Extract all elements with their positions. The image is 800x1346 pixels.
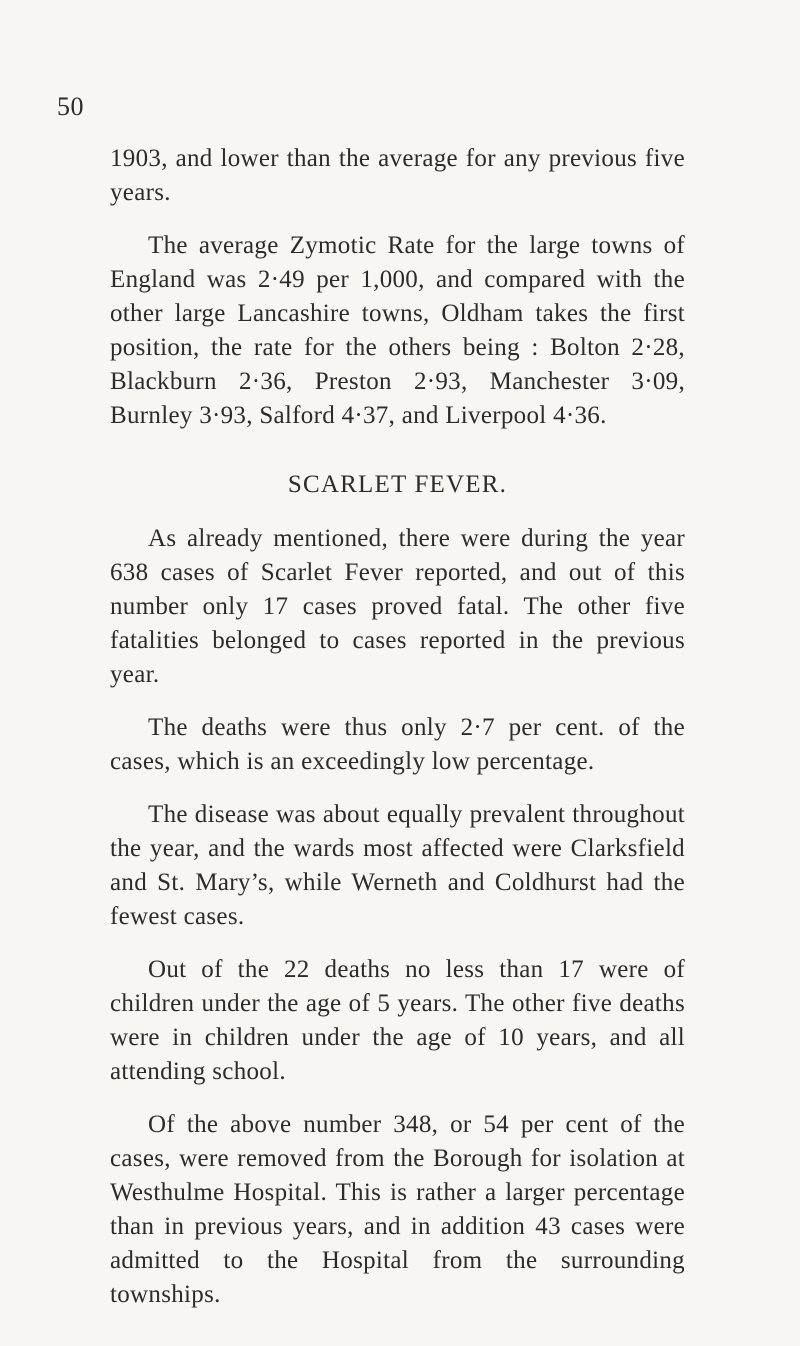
paragraph-zymotic-rate: The average Zymotic Rate for the large towns of England was 2·49 per 1,000, and compared with the other large Lancashire towns, Oldham takes the first position, the rate for the others being : Bolton 2·28, Blackburn 2·36, Preston 2·93, Manchester 3·09, Burnley 3·93, Salford 4·37, and Liverpool 4·36. [110, 232, 685, 429]
paragraph-death-rate: The deaths were thus only 2·7 per cent. of the cases, which is an exceedingly low percentage. [110, 714, 685, 775]
section-heading-scarlet-fever: SCARLET FEVER. [287, 471, 508, 498]
paragraph-continuation: 1903, and lower than the average for any previous five years. [110, 145, 685, 206]
paragraph-isolation: Of the above number 348, or 54 per cent of the cases, were removed from the Borough for isolation at Westhulme Hospital. This is rather a larger percentage than in previous years, and in addition 43 cases were admitted to the Hospital from the surrounding townships. [110, 1111, 685, 1308]
paragraph-prevalence: The disease was about equally prevalent throughout the year, and the wards most affected were Clarksfield and St. Mary’s, while Werneth and Coldhurst had the fewest cases. [110, 801, 685, 930]
paragraph-children-deaths: Out of the 22 deaths no less than 17 were of children under the age of 5 years. The other five deaths were in children under the age of 10 years, and all attending school. [110, 956, 685, 1085]
body-text [110, 142, 685, 1312]
page-number: 50 [57, 92, 84, 121]
paragraph-cases-reported: As already mentioned, there were during the year 638 cases of Scarlet Fever reported, and out of this number only 17 cases proved fatal. The other five fatalities belonged to cases reported in the previous year. [110, 525, 685, 688]
